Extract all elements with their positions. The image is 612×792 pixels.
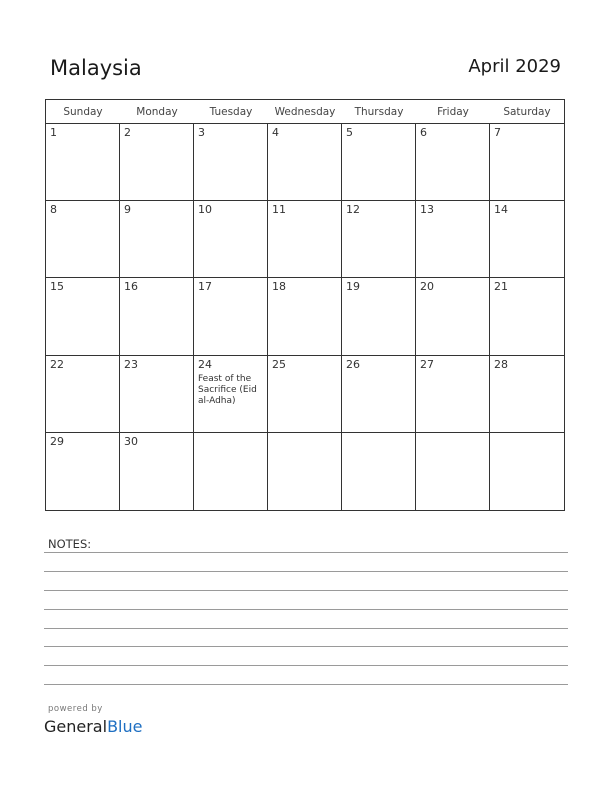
calendar-grid [45, 99, 565, 511]
holiday-label: Feast of the Sacrifice (Eid al-Adha) [198, 373, 257, 406]
day-number: 18 [272, 280, 286, 294]
day-number: 5 [346, 126, 353, 139]
day-cell [120, 433, 194, 510]
weekday-header: Monday [120, 100, 194, 124]
day-cell [194, 278, 268, 355]
notes-line [44, 628, 568, 629]
generalblue-logo[interactable] [44, 717, 142, 736]
day-cell [120, 124, 194, 201]
day-number: 27 [420, 357, 434, 371]
notes-line [44, 552, 568, 553]
day-cell [416, 124, 490, 201]
brand-blue: Blue [107, 717, 143, 736]
day-cell [194, 356, 268, 433]
day-cell [268, 356, 342, 433]
day-number: 29 [50, 434, 64, 448]
day-number: 4 [272, 126, 279, 139]
day-cell [194, 124, 268, 201]
day-cell [46, 201, 120, 278]
notes-line [44, 665, 568, 666]
day-cell [342, 433, 416, 510]
day-cell [342, 278, 416, 355]
day-number: 1 [50, 126, 57, 139]
day-cell [46, 124, 120, 201]
day-cell [120, 278, 194, 355]
day-number: 3 [198, 126, 205, 139]
day-cell [416, 356, 490, 433]
day-number: 24 [198, 357, 212, 371]
day-cell [46, 433, 120, 510]
day-number: 15 [50, 280, 64, 294]
day-cell [416, 201, 490, 278]
powered-by-text: powered by [48, 704, 103, 714]
day-cell [268, 124, 342, 201]
day-number: 25 [272, 357, 286, 371]
weekday-header: Thursday [342, 100, 416, 124]
brand-general: General [44, 717, 108, 736]
day-cell [268, 278, 342, 355]
day-cell [342, 201, 416, 278]
day-cell [490, 433, 564, 510]
day-cell [268, 433, 342, 510]
day-number: 17 [198, 280, 212, 294]
weekday-header: Sunday [46, 100, 120, 124]
day-cell [194, 433, 268, 510]
notes-line [44, 590, 568, 591]
weekday-header: Friday [416, 100, 490, 124]
day-number: 16 [124, 280, 138, 294]
day-number: 22 [50, 357, 64, 371]
day-cell [342, 124, 416, 201]
day-cell [490, 124, 564, 201]
day-number: 26 [346, 357, 360, 371]
notes-line [44, 571, 568, 572]
notes-line [44, 609, 568, 610]
day-number: 11 [272, 203, 286, 217]
notes-line [44, 684, 568, 685]
day-cell [490, 278, 564, 355]
weekday-header: Tuesday [194, 100, 268, 124]
day-number: 30 [124, 434, 138, 448]
day-cell [120, 201, 194, 278]
notes-label: NOTES: [48, 537, 92, 551]
day-number: 10 [198, 203, 212, 217]
day-number: 14 [494, 203, 508, 217]
notes-line [44, 646, 568, 647]
day-cell [46, 278, 120, 355]
day-number: 12 [346, 203, 360, 217]
day-number: 23 [124, 357, 138, 371]
day-number: 19 [346, 280, 360, 294]
day-number: 6 [420, 126, 427, 139]
month-year-title: April 2029 [468, 56, 561, 77]
day-cell [120, 356, 194, 433]
day-number: 20 [420, 280, 434, 294]
weekday-header: Saturday [490, 100, 564, 124]
day-cell [416, 433, 490, 510]
day-number: 2 [124, 126, 131, 139]
day-number: 9 [124, 203, 131, 217]
weekday-header: Wednesday [268, 100, 342, 124]
day-cell [46, 356, 120, 433]
day-number: 7 [494, 126, 501, 139]
day-number: 21 [494, 280, 508, 294]
day-number: 13 [420, 203, 434, 217]
day-cell [490, 356, 564, 433]
day-number: 8 [50, 203, 57, 217]
day-cell [490, 201, 564, 278]
day-cell [268, 201, 342, 278]
day-cell [416, 278, 490, 355]
day-number: 28 [494, 357, 508, 371]
day-cell [194, 201, 268, 278]
country-title: Malaysia [50, 56, 142, 80]
day-cell [342, 356, 416, 433]
